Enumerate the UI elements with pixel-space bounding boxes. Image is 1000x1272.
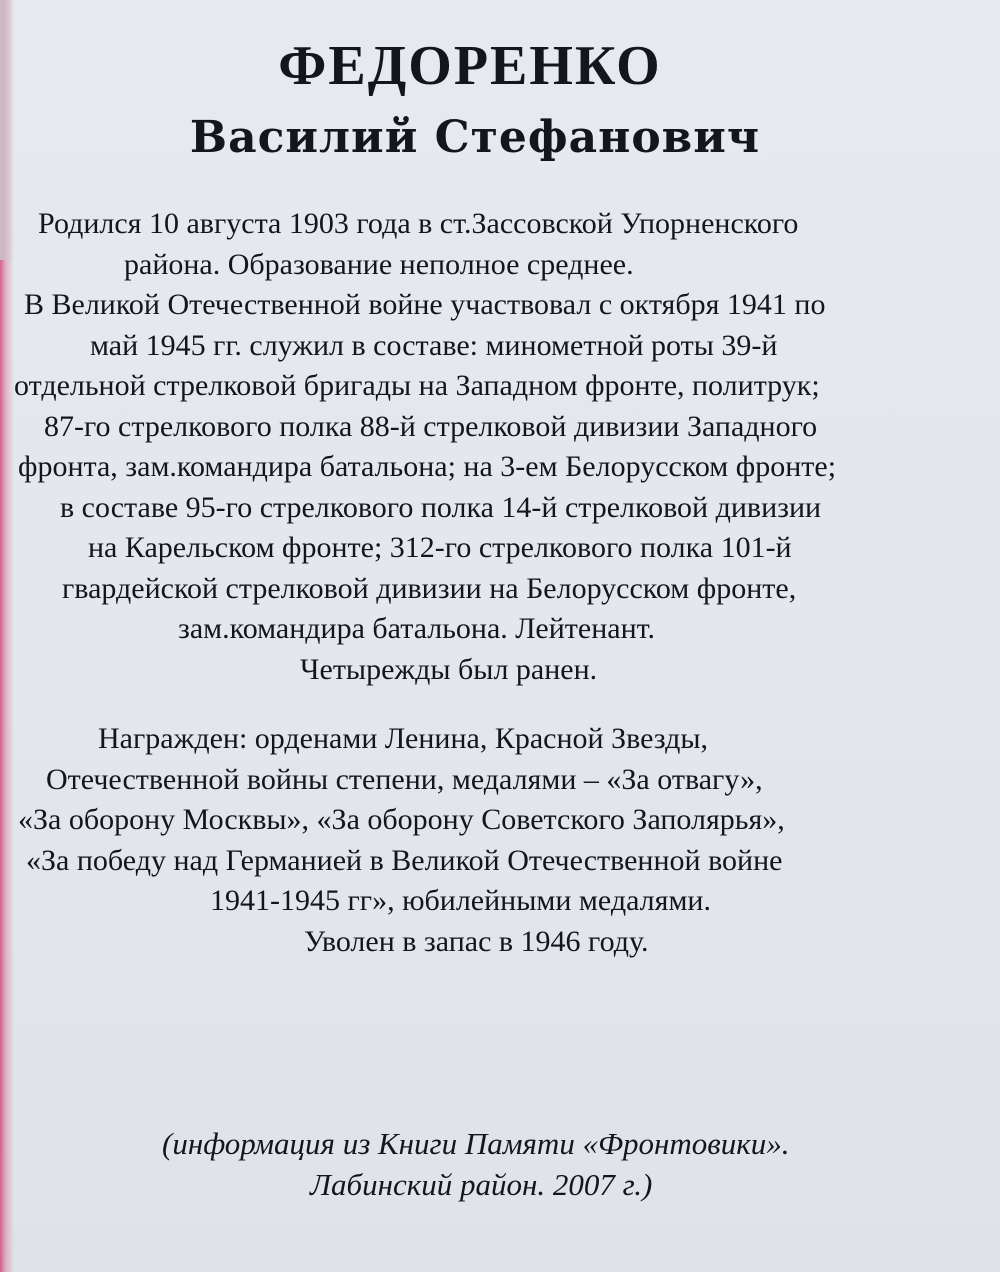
bio-line: в составе 95-го стрелкового полка 14-й стрелковой дивизии: [60, 490, 822, 524]
source-line: (информация из Книги Памяти «Фронтовики».: [162, 1126, 790, 1161]
bio-line: на Карельском фронте; 312-го стрелкового полка 101-й: [88, 531, 792, 564]
awards-line: Награжден: орденами Ленина, Красной Звезды,: [98, 722, 709, 755]
bio-line: Четырежды был ранен.: [300, 652, 598, 686]
bio-line: фронта, зам.командира батальона; на 3-ем Белорусском фронте;: [18, 450, 837, 483]
awards-line: «За победу над Германией в Великой Отечественной войне: [26, 843, 783, 877]
source-line: Лабинский район. 2007 г.): [310, 1166, 653, 1202]
awards-line: Отечественной войны степени, медалями – «За отвагу»,: [46, 762, 763, 796]
awards-line: Уволен в запас в 1946 году.: [304, 924, 649, 958]
source-note: [0, 1124, 1000, 1205]
bio-line: Родился 10 августа 1903 года в ст.Зассовской Упорненского: [38, 207, 799, 240]
awards-line: 1941-1945 гг», юбилейными медалями.: [210, 884, 711, 917]
bio-line: отдельной стрелковой бригады на Западном фронте, политрук;: [14, 369, 820, 402]
awards-line: «За оборону Москвы», «За оборону Советского Заполярья»,: [18, 803, 785, 836]
bio-line: май 1945 гг. служил в составе: минометной роты 39-й: [90, 328, 778, 362]
given-names-heading: Василий Стефанович: [189, 112, 761, 163]
bio-line: 87-го стрелкового полка 88-й стрелковой дивизии Западного: [44, 409, 818, 443]
biography-block: [0, 204, 1000, 690]
bio-line: гвардейской стрелковой дивизии на Белорусском фронте,: [62, 571, 797, 605]
awards-block: [0, 719, 1000, 962]
bio-line: зам.командира батальона. Лейтенант.: [178, 612, 656, 645]
surname-heading: ФЕДОРЕНКО: [278, 35, 662, 97]
bio-line: В Великой Отечественной войне участвовал с октября 1941 по: [24, 288, 826, 321]
bio-line: района. Образование неполное среднее.: [124, 247, 634, 281]
